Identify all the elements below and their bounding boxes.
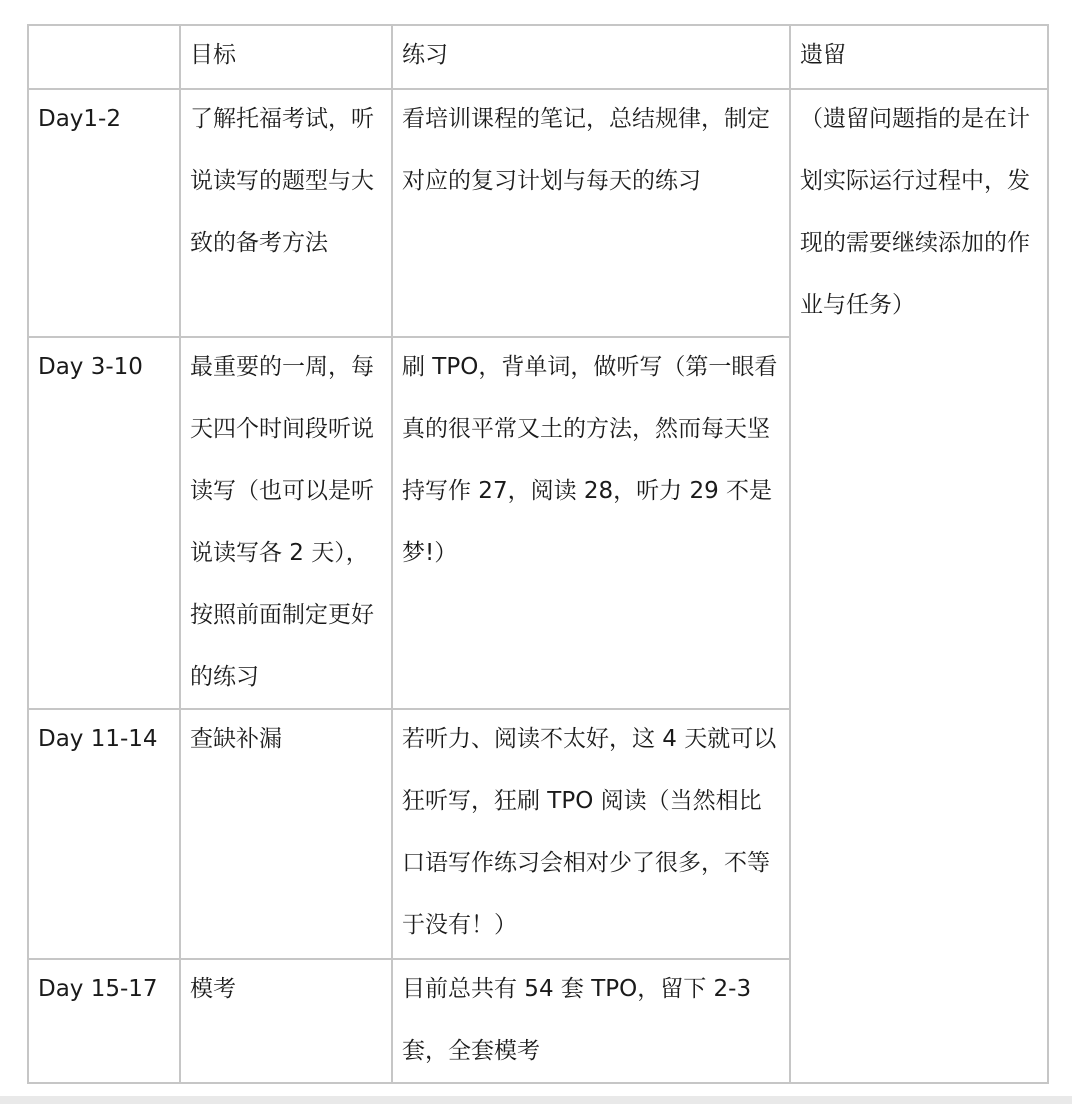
practice-text: 若听力、阅读不太好，这 4 天就可以狂听写，狂刷 TPO 阅读（当然相比口语写作练习会相对少了很多，不等于没有！）: [402, 726, 777, 938]
header-leftover-label: 遗留: [800, 42, 846, 68]
practice-cell: [392, 959, 790, 1083]
study-plan-table: [27, 24, 1049, 1084]
header-cell-practice: [392, 25, 790, 89]
goal-text: 查缺补漏: [190, 726, 282, 752]
goal-text: 了解托福考试，听说读写的题型与大致的备考方法: [190, 106, 374, 256]
leftover-cell: [790, 89, 1048, 1083]
header-cell-goal: [180, 25, 392, 89]
table-row: [28, 89, 1048, 337]
day-label: Day1-2: [38, 106, 121, 132]
goal-cell: [180, 89, 392, 337]
day-label: Day 3-10: [38, 354, 143, 380]
practice-text: 目前总共有 54 套 TPO，留下 2-3 套，全套模考: [402, 976, 752, 1064]
practice-cell: [392, 337, 790, 709]
practice-text: 看培训课程的笔记，总结规律，制定对应的复习计划与每天的练习: [402, 106, 770, 194]
day-cell: [28, 709, 180, 959]
goal-text: 最重要的一周，每天四个时间段听说读写（也可以是听说读写各 2 天），按照前面制定更好的练习: [190, 354, 374, 690]
goal-cell: [180, 337, 392, 709]
day-label: Day 15-17: [38, 976, 158, 1002]
header-practice-label: 练习: [402, 42, 448, 68]
table-header-row: [28, 25, 1048, 89]
day-cell: [28, 337, 180, 709]
practice-cell: [392, 89, 790, 337]
page-bottom-divider: [0, 1096, 1072, 1104]
header-goal-label: 目标: [190, 42, 236, 68]
practice-text: 刷 TPO，背单词，做听写（第一眼看真的很平常又土的方法，然而每天坚持写作 27，阅读 28，听力 29 不是梦!）: [402, 354, 778, 566]
goal-cell: [180, 709, 392, 959]
goal-text: 模考: [190, 976, 236, 1002]
day-label: Day 11-14: [38, 726, 158, 752]
practice-cell: [392, 709, 790, 959]
header-cell-leftover: [790, 25, 1048, 89]
header-cell-day: [28, 25, 180, 89]
leftover-text: （遗留问题指的是在计划实际运行过程中，发现的需要继续添加的作业与任务）: [800, 106, 1030, 318]
goal-cell: [180, 959, 392, 1083]
day-cell: [28, 959, 180, 1083]
day-cell: [28, 89, 180, 337]
